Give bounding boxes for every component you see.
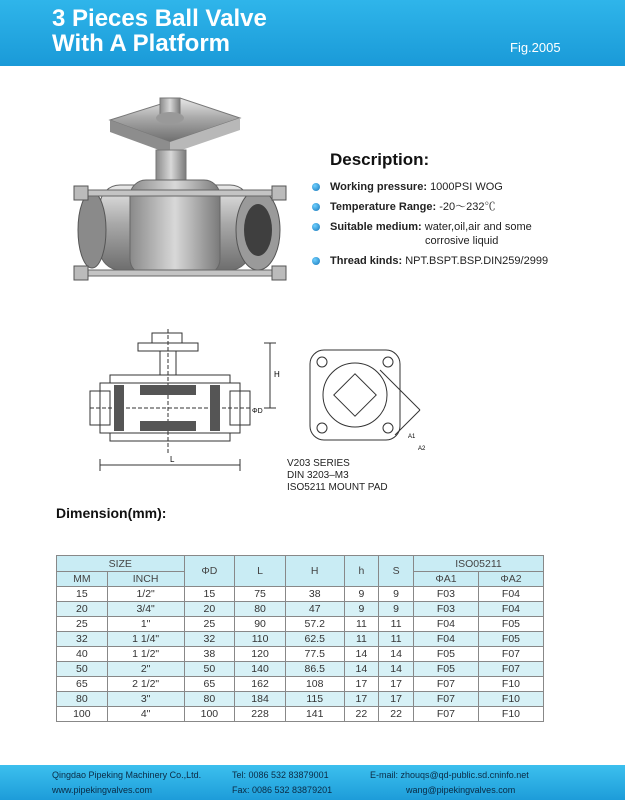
table-cell: 3/4" <box>107 602 184 617</box>
table-cell: 2 1/2" <box>107 677 184 692</box>
table-cell: 9 <box>379 602 414 617</box>
description-title: Description: <box>330 150 430 169</box>
table-cell: F04 <box>478 602 543 617</box>
table-cell: 228 <box>235 707 286 722</box>
table-cell: 77.5 <box>285 647 344 662</box>
table-cell: 100 <box>184 707 235 722</box>
bullet-icon <box>312 257 320 265</box>
spec-value-continued: corrosive liquid <box>425 235 499 247</box>
table-cell: 50 <box>184 662 235 677</box>
table-cell: 65 <box>57 677 108 692</box>
table-cell: 108 <box>285 677 344 692</box>
footer <box>0 765 625 800</box>
table-cell: 11 <box>344 617 379 632</box>
title-line-1: 3 Pieces Ball Valve <box>52 5 267 32</box>
table-cell: 1/2" <box>107 587 184 602</box>
header-h: H <box>285 556 344 587</box>
table-cell: F04 <box>478 587 543 602</box>
footer-email-2[interactable]: wang@pipekingvalves.com <box>406 785 516 795</box>
table-cell: 9 <box>344 602 379 617</box>
table-cell: 11 <box>379 617 414 632</box>
table-cell: F10 <box>478 692 543 707</box>
page-title <box>52 6 267 56</box>
table-cell: 1 1/2" <box>107 647 184 662</box>
table-row <box>57 617 544 632</box>
table-cell: 25 <box>57 617 108 632</box>
table-cell: 22 <box>379 707 414 722</box>
table-cell: 14 <box>344 647 379 662</box>
spec-value: -20～232℃ <box>439 201 496 213</box>
table-cell: F07 <box>478 662 543 677</box>
table-cell: F04 <box>413 632 478 647</box>
spec-label: Suitable medium: <box>330 221 422 233</box>
header-iso: ISO05211 <box>413 556 543 572</box>
header-a2: ΦA2 <box>478 572 543 587</box>
table-cell: 17 <box>344 677 379 692</box>
table-cell: F05 <box>413 662 478 677</box>
table-cell: 162 <box>235 677 286 692</box>
header-banner <box>0 0 625 66</box>
table-cell: 86.5 <box>285 662 344 677</box>
spec-value: 1000PSI WOG <box>430 181 503 193</box>
table-row <box>57 692 544 707</box>
table-cell: 4" <box>107 707 184 722</box>
label-H: H <box>274 370 280 379</box>
header-s: S <box>379 556 414 587</box>
table-cell: 32 <box>57 632 108 647</box>
header-size: SIZE <box>57 556 185 572</box>
spec-thread-kinds <box>312 254 612 268</box>
table-cell: 9 <box>344 587 379 602</box>
table-cell: 9 <box>379 587 414 602</box>
table-cell: 50 <box>57 662 108 677</box>
table-cell: F07 <box>413 707 478 722</box>
valve-photo <box>70 90 290 320</box>
table-row <box>57 707 544 722</box>
table-cell: 80 <box>235 602 286 617</box>
header-l: L <box>235 556 286 587</box>
spec-value: water,oil,air and some <box>424 221 532 233</box>
table-cell: F05 <box>413 647 478 662</box>
table-cell: 75 <box>235 587 286 602</box>
spec-temperature-range <box>312 200 612 214</box>
header-d: ΦD <box>184 556 235 587</box>
table-cell: F07 <box>478 647 543 662</box>
table-cell: 65 <box>184 677 235 692</box>
bullet-icon <box>312 203 320 211</box>
footer-tel: Tel: 0086 532 83879001 <box>232 770 329 780</box>
series-note <box>287 458 388 494</box>
title-line-2: With A Platform <box>52 30 230 57</box>
table-cell: 90 <box>235 617 286 632</box>
table-cell: 80 <box>57 692 108 707</box>
table-cell: 80 <box>184 692 235 707</box>
table-cell: 25 <box>184 617 235 632</box>
header-a1: ΦA1 <box>413 572 478 587</box>
label-D: ΦD <box>252 408 263 415</box>
table-cell: 140 <box>235 662 286 677</box>
dimension-table <box>56 555 544 722</box>
table-cell: F05 <box>478 632 543 647</box>
table-row <box>57 632 544 647</box>
table-cell: 17 <box>379 677 414 692</box>
table-cell: F07 <box>413 677 478 692</box>
header-inch: INCH <box>107 572 184 587</box>
table-cell: 40 <box>57 647 108 662</box>
label-A2: A2 <box>418 446 426 452</box>
spec-label: Temperature Range: <box>330 201 437 213</box>
label-L: L <box>170 455 175 464</box>
table-cell: F04 <box>413 617 478 632</box>
spec-label: Working pressure: <box>330 181 427 193</box>
table-cell: 11 <box>379 632 414 647</box>
series-line-1: V203 SERIES <box>287 458 350 469</box>
table-cell: 14 <box>379 662 414 677</box>
table-row <box>57 602 544 617</box>
table-cell: 11 <box>344 632 379 647</box>
description-block <box>312 150 612 274</box>
table-cell: 38 <box>285 587 344 602</box>
table-row <box>57 647 544 662</box>
table-cell: F10 <box>478 707 543 722</box>
table-cell: 14 <box>379 647 414 662</box>
figure-number: Fig.2005 <box>510 40 561 55</box>
table-cell: 15 <box>184 587 235 602</box>
spec-suitable-medium <box>312 220 612 248</box>
spec-value: NPT.BSPT.BSP.DIN259/2999 <box>405 255 549 267</box>
table-cell: 15 <box>57 587 108 602</box>
bullet-icon <box>312 183 320 191</box>
table-cell: F03 <box>413 587 478 602</box>
table-row <box>57 662 544 677</box>
section-drawing <box>80 325 290 475</box>
table-cell: 38 <box>184 647 235 662</box>
series-line-3: ISO5211 MOUNT PAD <box>287 482 388 493</box>
footer-website[interactable]: www.pipekingvalves.com <box>52 785 153 795</box>
table-cell: F05 <box>478 617 543 632</box>
table-cell: 120 <box>235 647 286 662</box>
table-cell: 57.2 <box>285 617 344 632</box>
table-cell: 14 <box>344 662 379 677</box>
dimension-title: Dimension(mm): <box>56 505 167 521</box>
table-cell: F03 <box>413 602 478 617</box>
table-cell: 184 <box>235 692 286 707</box>
table-cell: 115 <box>285 692 344 707</box>
table-cell: 17 <box>379 692 414 707</box>
footer-company: Qingdao Pipeking Machinery Co.,Ltd. <box>52 770 202 780</box>
table-cell: 20 <box>184 602 235 617</box>
table-cell: 1 1/4" <box>107 632 184 647</box>
table-cell: 62.5 <box>285 632 344 647</box>
table-cell: 20 <box>57 602 108 617</box>
spec-label: Thread kinds: <box>330 255 403 267</box>
table-row <box>57 587 544 602</box>
footer-fax: Fax: 0086 532 83879201 <box>232 785 333 795</box>
table-cell: 2" <box>107 662 184 677</box>
table-cell: 1" <box>107 617 184 632</box>
bullet-icon <box>312 223 320 231</box>
footer-email-1[interactable]: E-mail: zhouqs@qd-public.sd.cninfo.net <box>370 770 529 780</box>
spec-working-pressure <box>312 180 612 194</box>
table-cell: 32 <box>184 632 235 647</box>
table-cell: 3" <box>107 692 184 707</box>
table-cell: 17 <box>344 692 379 707</box>
table-cell: 22 <box>344 707 379 722</box>
table-cell: F10 <box>478 677 543 692</box>
table-cell: 47 <box>285 602 344 617</box>
table-cell: 141 <box>285 707 344 722</box>
table-cell: 100 <box>57 707 108 722</box>
label-A1: A1 <box>408 434 416 440</box>
table-row <box>57 677 544 692</box>
series-line-2: DIN 3203–M3 <box>287 470 349 481</box>
table-cell: F07 <box>413 692 478 707</box>
mount-pad-drawing <box>300 340 430 460</box>
dimension-rows <box>57 587 544 722</box>
header-small-h: h <box>344 556 379 587</box>
header-mm: MM <box>57 572 108 587</box>
table-cell: 110 <box>235 632 286 647</box>
